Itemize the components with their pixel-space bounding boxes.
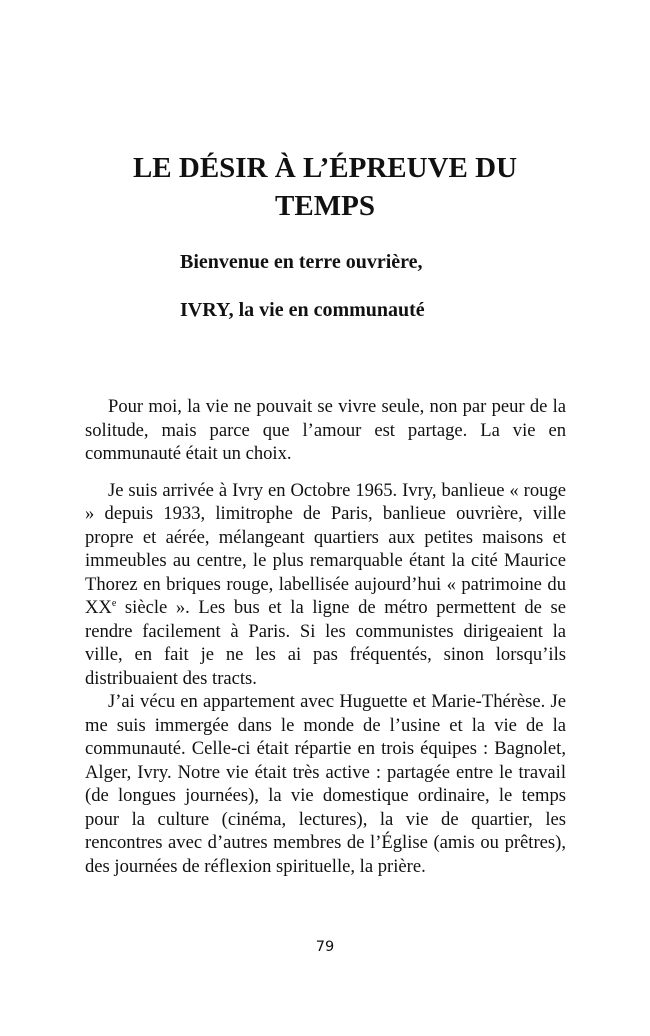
paragraph-2-text-start: Je suis arrivée à Ivry en Octobre 1965. Ivry, banlieue « rouge » depuis 1933, limitrophe de Paris, banlieue ouvrière, ville propre et aérée, mélangeant quartiers aux petites maisons et immeubles au centre, le plus remarquable étant la cité Maurice Thorez en briques rouge, labellisée aujourd’hui « patrimoine du XX [85, 479, 566, 618]
paragraph-1: Pour moi, la vie ne pouvait se vivre seule, non par peur de la solitude, mais parce que l’amour est partage. La vie en communauté était un choix. [85, 396, 566, 464]
chapter-section-heading: IVRY, la vie en communauté [180, 299, 425, 321]
paragraph-2 [85, 479, 566, 691]
body-text [85, 395, 566, 878]
chapter-subtitle: Bienvenue en terre ouvrière, [180, 251, 423, 273]
century-superscript: e [111, 598, 117, 609]
chapter-title: LE DÉSIR À L’ÉPREUVE DU TEMPS [132, 152, 518, 222]
paragraph-2-text-end: siècle ». Les bus et la ligne de métro permettent de se rendre facilement à Paris. Si les communistes dirigeaient la ville, en fait je ne les ai pas fréquentés, sinon lorsqu’ils distribuaient des tracts. [85, 597, 566, 689]
paragraph-3: J’ai vécu en appartement avec Huguette et Marie-Thérèse. Je me suis immergée dans le monde de l’usine et la vie de la communauté. Celle-ci était répartie en trois équipes : Bagnolet, Alger, Ivry. Notre vie était très active : partagée entre le travail (de longues journées), la vie domestique ordinaire, le temps pour la culture (cinéma, lectures), la vie de quartier, les rencontres avec d’autres membres de l’Église (amis ou prêtres), des journées de réflexion spirituelle, la prière. [85, 691, 566, 877]
page-number: 79 [315, 939, 335, 955]
